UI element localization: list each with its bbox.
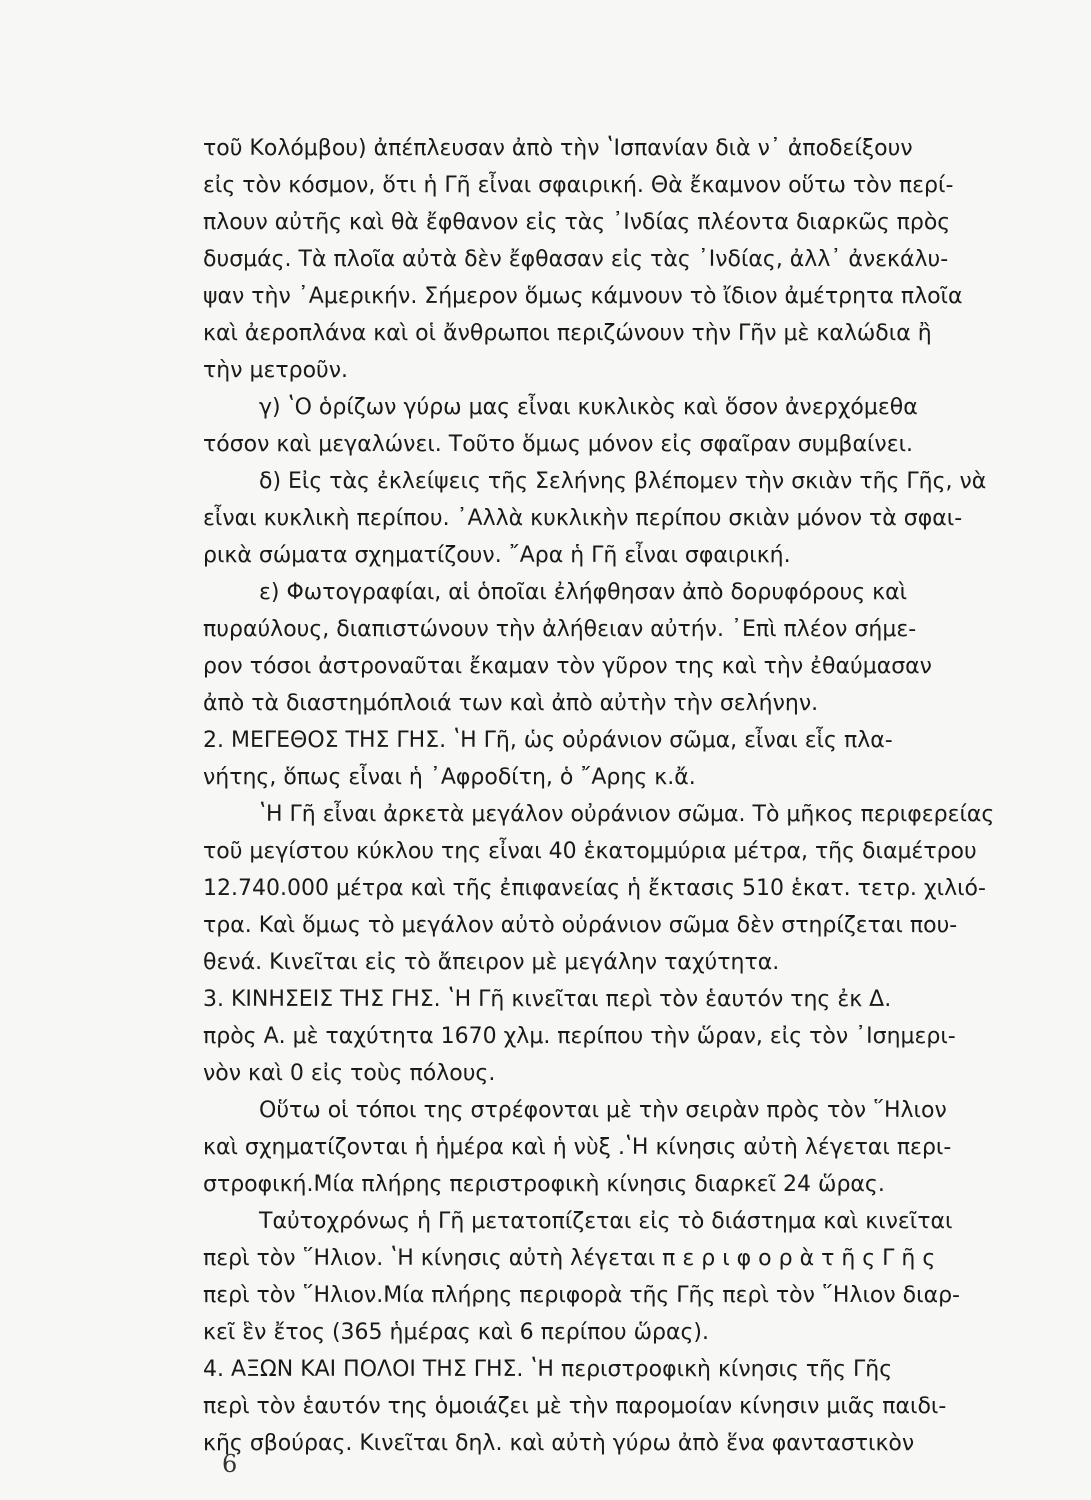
text-line: περὶ τὸν ῞Ηλιον. ʽΗ κίνησις αὐτὴ λέγεται π ε ρ ι φ ο ρ ὰ τ ῆ ς Γ ῆ ς (203, 1246, 936, 1271)
text-line: ρικὰ σώματα σχηματίζουν. ῎Αρα ἡ Γῆ εἶναι σφαιρική. (203, 543, 791, 568)
text-line: νήτης, ὅπως εἶναι ἡ ᾿Αφροδίτη, ὁ ῎Αρης κ.ἄ. (203, 765, 696, 790)
text-line: κεῖ ἓν ἔτος (365 ἡμέρας καὶ 6 περίπου ὥρας). (203, 1320, 709, 1345)
text-line: θενά. Κινεῖται εἰς τὸ ἄπειρον μὲ μεγάλην ταχύτητα. (203, 950, 780, 975)
text-line: 12.740.000 μέτρα καὶ τῆς ἐπιφανείας ἡ ἔκτασις 510 ἑκατ. τετρ. χιλιό- (203, 876, 986, 901)
text-line: πλουν αὐτῆς καὶ θὰ ἔφθανον εἰς τὰς ᾿Ινδίας πλέοντα διαρκῶς πρὸς (203, 210, 951, 235)
text-line: τοῦ Κολόμβου) ἀπέπλευσαν ἀπὸ τὴν ʽΙσπανίαν διὰ ν᾿ ἀποδείξουν (203, 136, 913, 161)
text-line: ἀπὸ τὰ διαστημόπλοιά των καὶ ἀπὸ αὐτὴν τὴν σελήνην. (203, 691, 819, 716)
text-line: Ταὐτοχρόνως ἡ Γῆ μετατοπίζεται εἰς τὸ διάστημα καὶ κινεῖται (259, 1209, 953, 1234)
text-line: τὴν μετροῦν. (203, 358, 349, 383)
text-line: εἰς τὸν κόσμον, ὅτι ἡ Γῆ εἶναι σφαιρική. Θὰ ἔκαμνον οὕτω τὸν περί- (203, 173, 954, 198)
text-line: δυσμάς. Τὰ πλοῖα αὐτὰ δὲν ἔφθασαν εἰς τὰς ᾿Ινδίας, ἀλλ᾿ ἀνεκάλυ- (203, 247, 949, 272)
text-line: καὶ σχηματίζονται ἡ ἡμέρα καὶ ἡ νὺξ .ʽΗ κίνησις αὐτὴ λέγεται περι- (203, 1135, 952, 1160)
page-number: 6 (222, 1450, 238, 1478)
text-line: νὸν καὶ 0 εἰς τοὺς πόλους. (203, 1061, 496, 1086)
text-line: περὶ τὸν ἑαυτόν της ὁμοιάζει μὲ τὴν παρομοίαν κίνησιν μιᾶς παιδι- (203, 1394, 947, 1419)
text-line: τοῦ μεγίστου κύκλου της εἶναι 40 ἑκατομμύρια μέτρα, τῆς διαμέτρου (203, 839, 977, 864)
text-line: Οὕτω οἱ τόποι της στρέφονται μὲ τὴν σειρὰν πρὸς τὸν ῞Ηλιον (259, 1098, 947, 1123)
text-line: ψαν τὴν ᾿Αμερικήν. Σήμερον ὅμως κάμνουν τὸ ἴδιον ἀμέτρητα πλοῖα (203, 284, 963, 309)
body-text (203, 130, 1063, 1462)
text-line: γ) ʽΟ ὁρίζων γύρω μας εἶναι κυκλικὸς καὶ ὅσον ἀνερχόμεθα (259, 395, 918, 420)
section-heading-line: 3. ΚΙΝΗΣΕΙΣ ΤΗΣ ΓΗΣ. ʽΗ Γῆ κινεῖται περὶ τὸν ἑαυτόν της ἐκ Δ. (203, 987, 892, 1012)
text-line: καὶ ἀεροπλάνα καὶ οἱ ἄνθρωποι περιζώνουν τὴν Γῆν μὲ καλώδια ἢ (203, 321, 932, 346)
text-line: τόσον καὶ μεγαλώνει. Τοῦτο ὅμως μόνον εἰς σφαῖραν συμβαίνει. (203, 432, 914, 457)
text-line: στροφική.Μία πλήρης περιστροφικὴ κίνησις διαρκεῖ 24 ὥρας. (203, 1172, 885, 1197)
text-line: ε) Φωτογραφίαι, αἱ ὁποῖαι ἐλήφθησαν ἀπὸ δορυφόρους καὶ (259, 580, 908, 605)
text-line: περὶ τὸν ῞Ηλιον.Μία πλήρης περιφορὰ τῆς Γῆς περὶ τὸν ῞Ηλιον διαρ- (203, 1283, 960, 1308)
section-heading-line: 4. ΑΞΩΝ ΚΑΙ ΠΟΛΟΙ ΤΗΣ ΓΗΣ. ʽΗ περιστροφικὴ κίνησις τῆς Γῆς (203, 1357, 893, 1382)
text-line: κῆς σβούρας. Κινεῖται δηλ. καὶ αὐτὴ γύρω ἀπὸ ἕνα φανταστικὸν (203, 1431, 915, 1456)
text-line: ʽΗ Γῆ εἶναι ἀρκετὰ μεγάλον οὐράνιον σῶμα. Τὸ μῆκος περιφερείας (259, 802, 995, 827)
text-line: πυραύλους, διαπιστώνουν τὴν ἀλήθειαν αὐτήν. ᾿Επὶ πλέον σήμε- (203, 617, 917, 642)
text-line: εἶναι κυκλικὴ περίπου. ᾿Αλλὰ κυκλικὴν περίπου σκιὰν μόνον τὰ σφαι- (203, 506, 963, 531)
text-line: ρον τόσοι ἀστροναῦται ἔκαμαν τὸν γῦρον της καὶ τὴν ἐθαύμασαν (203, 654, 932, 679)
text-line: πρὸς Α. μὲ ταχύτητα 1670 χλμ. περίπου τὴν ὥραν, εἰς τὸν ᾿Ισημερι- (203, 1024, 956, 1049)
section-heading-line: 2. ΜΕΓΕΘΟΣ ΤΗΣ ΓΗΣ. ʽΗ Γῆ, ὡς οὐράνιον σῶμα, εἶναι εἷς πλα- (203, 728, 893, 753)
text-line: τρα. Καὶ ὅμως τὸ μεγάλον αὐτὸ οὐράνιον σῶμα δὲν στηρίζεται που- (203, 913, 958, 938)
text-line: δ) Εἰς τὰς ἐκλείψεις τῆς Σελήνης βλέπομεν τὴν σκιὰν τῆς Γῆς, νὰ (259, 469, 987, 494)
